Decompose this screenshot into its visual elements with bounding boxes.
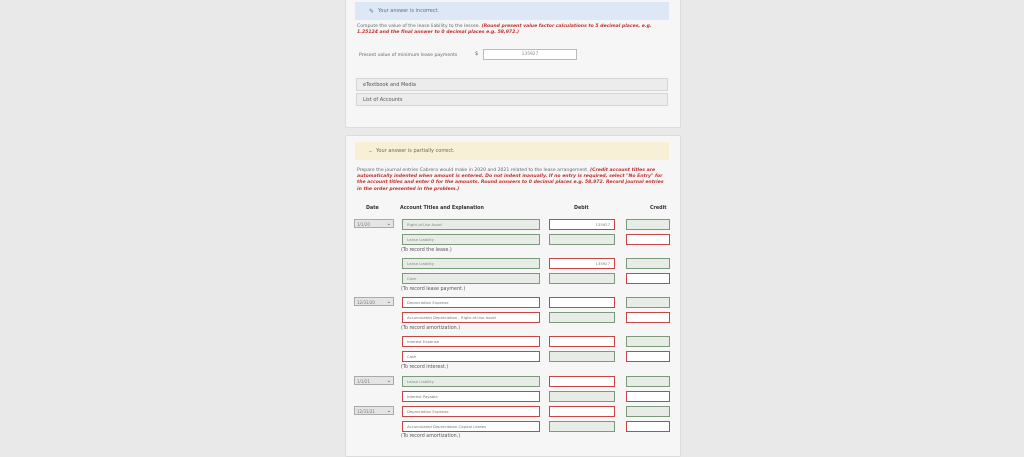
debit-field-4[interactable]	[549, 273, 615, 284]
account-field-10[interactable]: Interest Payable	[402, 391, 540, 402]
note-2: (To record lease payment.)	[401, 287, 466, 292]
credit-field-4[interactable]	[626, 273, 670, 284]
instructions-1-text: Compute the value of the lease liability to the lessee.	[357, 24, 481, 29]
credit-field-12[interactable]	[626, 421, 670, 432]
debit-field-10[interactable]	[549, 391, 615, 402]
date-2-text: 12/31/20	[357, 300, 375, 305]
partial-banner	[355, 142, 669, 160]
chevron-down-icon: ⌄	[386, 408, 391, 414]
account-field-6[interactable]: Accumulated Depreciation - Right-of-Use Asset	[402, 312, 540, 323]
answer-card-1	[345, 0, 681, 128]
dollar-sign: $	[475, 51, 479, 57]
note-4: (To record interest.)	[401, 365, 449, 370]
account-field-12[interactable]: Accumulated Depreciation-Capital Leases	[402, 421, 540, 432]
instructions-2-red: (Credit account titles are automatically indented when amount is entered. Do not indent manually. If no entry is required, select "No Entry" for the account titles and enter 0 for the amounts. Round answers to 0 decimal places e.g. 58,972. Record journal entries in the order presented in the problem.)	[357, 168, 664, 192]
answer-card-2	[345, 135, 681, 457]
header-credit: Credit	[650, 206, 667, 211]
chevron-down-icon: ⌄	[386, 221, 391, 227]
etextbook-link[interactable]: eTextbook and Media	[356, 78, 668, 91]
account-field-5[interactable]: Depreciation Expense	[402, 297, 540, 308]
debit-field-11[interactable]	[549, 406, 615, 417]
instructions-1-red: (Round present value factor calculations to 5 decimal places, e.g. 1.25124 and the final answer to 0 decimal places e.g. 58,972.)	[357, 24, 652, 36]
debit-field-2[interactable]	[549, 234, 615, 245]
header-account: Account Titles and Explanation	[400, 206, 484, 211]
account-field-1[interactable]: Right-of-Use Asset	[402, 219, 540, 230]
incorrect-banner-text: Your answer is incorrect.	[378, 8, 440, 14]
account-field-8[interactable]: Cash	[402, 351, 540, 362]
credit-field-2[interactable]	[626, 234, 670, 245]
header-debit: Debit	[574, 206, 589, 211]
debit-field-9[interactable]	[549, 376, 615, 387]
pv-input[interactable]: 135927	[483, 49, 577, 60]
note-3: (To record amortization.)	[401, 326, 461, 331]
list-of-accounts-link[interactable]: List of Accounts	[356, 93, 668, 106]
account-field-3[interactable]: Lease Liability	[402, 258, 540, 269]
account-field-11[interactable]: Depreciation Expense	[402, 406, 540, 417]
chevron-down-icon: ⌄	[386, 378, 391, 384]
debit-field-5[interactable]	[549, 297, 615, 308]
debit-field-1[interactable]: 135927	[549, 219, 615, 230]
pencil-icon: ✎	[369, 7, 375, 15]
credit-field-7[interactable]	[626, 336, 670, 347]
debit-field-3[interactable]: 135927	[549, 258, 615, 269]
date-select-3[interactable]	[354, 376, 394, 385]
account-field-7[interactable]: Interest Expense	[402, 336, 540, 347]
account-field-4[interactable]: Cash	[402, 273, 540, 284]
debit-field-8[interactable]	[549, 351, 615, 362]
date-select-4[interactable]	[354, 406, 394, 415]
minus-icon: –	[369, 147, 372, 155]
account-field-9[interactable]: Lease Liability	[402, 376, 540, 387]
debit-field-12[interactable]	[549, 421, 615, 432]
note-5: (To record amortization.)	[401, 434, 461, 439]
date-3-text: 1/1/21	[357, 379, 370, 384]
account-field-2[interactable]: Lease Liability	[402, 234, 540, 245]
credit-field-1[interactable]	[626, 219, 670, 230]
debit-field-7[interactable]	[549, 336, 615, 347]
credit-field-8[interactable]	[626, 351, 670, 362]
instructions-2-text: Prepare the journal entries Cabrera would make in 2020 and 2021 related to the lease arrangement.	[357, 168, 589, 173]
instructions-1	[357, 24, 669, 36]
credit-field-9[interactable]	[626, 376, 670, 387]
debit-field-6[interactable]	[549, 312, 615, 323]
chevron-down-icon: ⌄	[386, 299, 391, 305]
pv-label: Present value of minimum lease payments	[359, 53, 458, 58]
note-1: (To record the lease.)	[401, 248, 452, 253]
header-date: Date	[366, 206, 379, 211]
partial-banner-text: Your answer is partially correct.	[376, 148, 455, 154]
credit-field-5[interactable]	[626, 297, 670, 308]
credit-field-6[interactable]	[626, 312, 670, 323]
incorrect-banner	[355, 2, 669, 20]
date-4-text: 12/31/21	[357, 409, 375, 414]
date-1-text: 1/1/20	[357, 222, 370, 227]
instructions-2	[357, 168, 669, 193]
credit-field-10[interactable]	[626, 391, 670, 402]
credit-field-3[interactable]	[626, 258, 670, 269]
credit-field-11[interactable]	[626, 406, 670, 417]
date-select-1[interactable]	[354, 219, 394, 228]
date-select-2[interactable]	[354, 297, 394, 306]
